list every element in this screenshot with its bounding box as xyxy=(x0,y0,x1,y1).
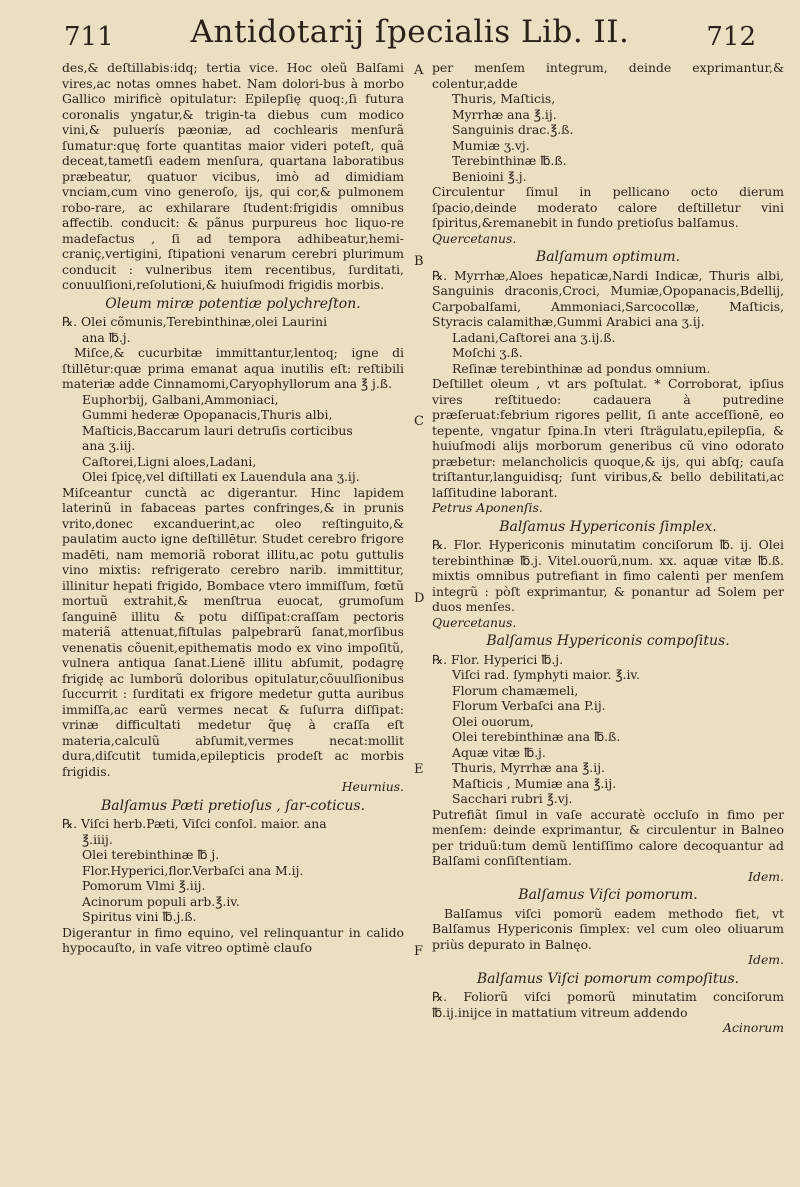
left-column xyxy=(62,60,404,1175)
paragraph: Circulentur ſimul in pellicano octo dierum ſpacio,deinde moderato calore deſtilletur vini ſpiritus,&remanebit in fundo pretioſus balſamus. xyxy=(432,184,784,230)
citation: Idem. xyxy=(748,868,784,884)
section-heading: Balſamus Hypericonis ſimplex. xyxy=(499,518,717,535)
recipe-line: Mumiæ ʒ.vj. xyxy=(452,137,530,153)
recipe-line: Euphorbij, Galbani,Ammoniaci, xyxy=(82,391,279,407)
catchword: Acinorum xyxy=(723,1020,784,1035)
paragraph: Miſce,& cucurbitæ immittantur,lentoq; igne di ſtillētur:quæ prima emanat aqua inutilis eſt: reſtibili materiæ adde Cinnamomi,Caryophyllorum ana ℥ j.ß. xyxy=(62,345,404,391)
recipe-line: Myrrhæ ana ℥.ij. xyxy=(452,106,557,122)
running-title: Antidotarij ſpecialis Lib. II. xyxy=(190,14,630,50)
recipe-line: Moſchi ʒ.ß. xyxy=(452,345,523,360)
recipe-line: Olei terebinthinæ ℔ j. xyxy=(82,847,220,862)
recipe-line: Olei ouorum, xyxy=(452,713,534,729)
recipe-line: Benioini ℥.j. xyxy=(452,168,527,184)
recipe-line: Gummi hederæ Opopanacis,Thuris albi, xyxy=(82,407,333,422)
citation: Petrus Aponenſis. xyxy=(432,500,543,515)
recipe-line: Flor.Hyperici,flor.Verbaſci ana M.ij. xyxy=(82,862,304,878)
margin-letter-b: B xyxy=(414,254,424,269)
paragraph: per menſem integrum, deinde exprimantur,& colentur,adde xyxy=(432,60,784,91)
recipe-line: Acinorum populi arb.℥.iv. xyxy=(82,893,240,909)
paragraph: Deſtillet oleum , vt ars poſtulat. * Corroborat, ipſius vires reſtituedo: cadauera à putredine præſeruat:febrium rigores pellit, ſi ante acceſſionē, eo tepente, vngatur ſpina.In vteri ſträgulatu,epilepſia, & huiuſmodi alijs morborum generibus cũ vino odorato præbetur: melancholicis quoque,& ijs, qui abſq; cauſa triſtantur,languidisq; ſunt viribus,& bello debilitati,ac laſſitudine laborant. xyxy=(432,376,784,500)
page-number-right: 712 xyxy=(706,22,756,52)
recipe-line: Sanguinis drac.℥.ß. xyxy=(452,122,574,137)
recipe-line: Pomorum Vlmi ℥.iij. xyxy=(82,878,206,893)
recipe-line: ℥.iiij. xyxy=(82,831,113,847)
running-header xyxy=(56,8,764,58)
section-heading: Oleum miræ potentiæ polychreſton. xyxy=(105,295,361,312)
citation: Heurnius. xyxy=(341,779,404,794)
right-column xyxy=(432,60,784,1175)
margin-letter-a: A xyxy=(414,63,424,78)
section-heading: Balſamus Viſci pomorum compoſitus. xyxy=(476,970,740,987)
section-heading: Balſamum optimum. xyxy=(535,249,681,265)
recipe-line: ana ʒ.iij. xyxy=(82,438,136,453)
recipe-line: Viſci rad. ſymphyti maior. ℥.iv. xyxy=(452,667,640,682)
recipe-line: Ladani,Caſtorei ana ʒ.ij.ß. xyxy=(452,329,616,345)
paragraph: ℞. Foliorũ viſci pomorũ minutatim conciſorum ℔.ij.inijce in mattatium vitreum addendo xyxy=(432,989,784,1020)
margin-letter-d: D xyxy=(414,591,425,606)
paragraph: des,& deſtillabis:idq; tertia vice. Hoc oleũ Balſami vires,ac notas omnes habet. Nam dolori-bus à morbo Gallico mirificè opitulatur: Epilepſię quoq:,ſi futura coronalis yngatur,& trigin-ta diebus cum modico vini,& puluerís pæoniæ, ad cochlearis menſurã ſumatur:quę forte quantitas maior videri poteſt, quã deceat,tametſi eadem menſura, quartana laboratibus præbeatur, quatuor vicibus, imò ad dimidiam vnciam,cum vino generoſo, ijs, qui cor,& pulmonem robo-rare, ac exhilarare ſtudent:frigidis omnibus affectib. conducit: & pãnus purpureus hoc liquo-re madefactus , ſi ad tempora adhibeatur,hemi-craniç,vertigini, ſtipationi venarum cerebri plurimum conducit : vulneribus item recentibus, ſurditati, conuulſioni,reſolutioni,& huiuſmodi frigidis morbis. xyxy=(62,60,404,292)
recipe-line: Aquæ vitæ ℔.j. xyxy=(452,744,546,760)
recipe-line: Thuris, Maſticis, xyxy=(452,91,556,106)
recipe-line: ℞. Flor. Hyperici ℔.j. xyxy=(432,651,564,667)
recipe-line: ana ℔.j. xyxy=(82,329,131,345)
recipe-line: Sacchari rubri ℥.vj. xyxy=(452,791,573,806)
citation: Idem. xyxy=(748,952,784,967)
recipe-line: Caſtorei,Ligni aloes,Ladani, xyxy=(82,453,257,469)
recipe-line: Florum chamæmeli, xyxy=(452,682,579,698)
recipe-line: ℞. Myrrhæ,Aloes hepaticæ,Nardi Indicæ, Thuris albi, Sanguinis draconis,Croci, Mumiæ,Opopanacis,Bdellij, Carpobalſami, Ammoniaci,Sarcocollæ, Maſticis, Styracis calamithæ,Gummi Arabici ana ʒ.ij. xyxy=(432,267,784,329)
paragraph: Digerantur in fimo equino, vel relinquantur in calido hypocauſto, in vaſe vitreo optimè clauſo xyxy=(62,924,404,955)
paragraph: ℞. Flor. Hypericonis minutatim conciſorum ℔. ij. Olei terebinthinæ ℔.j. Vitel.ouorũ,num. xx. aquæ vitæ ℔.ß. mixtis omnibus putrefiant in fimo calenti per menſem integrũ : pòſt exprimantur, & ponantur ad Solem per duos menſes. xyxy=(432,537,784,614)
recipe-line: Terebinthinæ ℔.ß. xyxy=(452,153,567,168)
recipe-line: Maſticis , Mumiæ ana ℥.ij. xyxy=(452,775,617,791)
margin-letter-e: E xyxy=(414,762,424,777)
citation: Quercetanus. xyxy=(432,614,517,630)
recipe-line: Spiritus vini ℔.j.ß. xyxy=(82,909,197,924)
paragraph: Miſceantur cunctà ac digerantur. Hinc lapidem laterinũ in fabaceas partes confringes,& in prunis vrito,donec excanduerint,ac oleo reſtinguito,& paulatim aucto igne deſtillētur. Studet cerebro frigore madēti, nam memoriã roborat illitu,ac potu guttulis vino mixtis: refrigerato cerebro narib. immittitur, illinitur hepati frigido, Bombace vtero immiſſum, fœtũ mortuũ extrahit,& menſtrua euocat, grumoſum ſanguinē illitu & potu diſſipat:craſſam pectoris materiã attenuat,fiſtulas palpebrarũ ſanat,morſibus venenatis cõuenit,epithematis modo ex vino impoſitũ, vulnera antiqua ſanat.Lienē illitu abſumit, podagrę frigidę ac lumborũ doloribus opitulatur,cõuulſionibus ſuccurrit : ſurditati ex frigore medetur gutta auribus immiſſa,ac earũ vermes necat & ſuſurra diſſipat: vrinæ difficultati medetur q̃uę à craſſa eſt materia,calculũ abſumit,vermes necat:mollit dura,diſcutit tumida,epilepticis prodeſt ac morbis frigidis. xyxy=(62,484,404,779)
recipe-line: ℞. Viſci herb.Pæti, Viſci conſol. maior. ana xyxy=(62,816,327,831)
section-heading: Balſamus Pæti pretioſus , ſar-coticus. xyxy=(100,797,366,814)
recipe-line: Thuris, Myrrhæ ana ℥.ij. xyxy=(452,760,605,775)
margin-letter-f: F xyxy=(414,944,424,959)
recipe-line: Florum Verbaſci ana P.ij. xyxy=(452,698,606,713)
citation: Quercetanus. xyxy=(432,230,517,246)
recipe-line: Maſticis,Baccarum lauri detruſis corticibus xyxy=(82,422,353,438)
recipe-line: Olei ſpicę,vel diſtillati ex Lauendula ana ʒ.ij. xyxy=(82,469,360,484)
margin-letter-c: C xyxy=(414,414,424,429)
recipe-line: ℞. Olei cõmunis,Terebinthinæ,olei Laurini xyxy=(62,314,328,329)
section-heading: Balſamus Viſci pomorum. xyxy=(518,887,698,903)
page-number-left: 711 xyxy=(64,22,114,52)
paragraph: Balſamus viſci pomorũ eadem methodo fiet, vt Balſamus Hypericonis ſimplex: vel cum oleo oliuarum priùs depurato in Balnęo. xyxy=(432,905,784,952)
recipe-line: Olei terebinthinæ ana ℔.ß. xyxy=(452,729,621,744)
recipe-line: Reſinæ terebinthinæ ad pondus omnium. xyxy=(452,360,711,376)
section-heading: Balſamus Hypericonis compoſitus. xyxy=(486,633,730,649)
paragraph: Putrefiãt ſimul in vaſe accuratè occluſo in fimo per menſem: deinde exprimantur, & circulentur in Balneo per triduũ:tum demũ lentiſſimo calore decoquantur ad Balſami conſiſtentiam. xyxy=(432,806,784,868)
